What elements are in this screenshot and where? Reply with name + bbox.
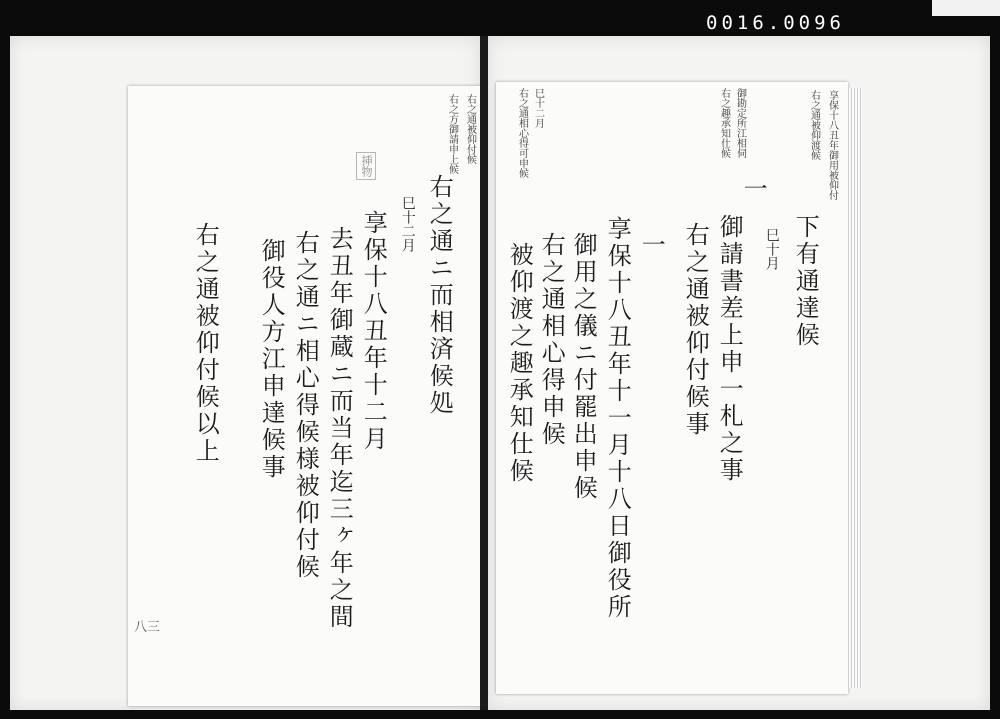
corner-label xyxy=(932,0,1000,16)
right-page xyxy=(488,36,990,710)
mark: 一 xyxy=(637,232,666,259)
note-column: 御勘定所江相伺 xyxy=(734,88,746,158)
text-column: 右之通相心得申候 xyxy=(537,232,566,448)
note-column: 享保十八丑年御用被仰付 xyxy=(826,90,838,200)
seal-stamp: 挿物 xyxy=(356,152,376,180)
note-column: 右之趣承知仕候 xyxy=(718,88,730,158)
text-column: 右之通被仰付候以上 xyxy=(191,222,220,465)
text-column: 享保十八丑年十二月 xyxy=(359,210,388,453)
text-column: 被仰渡之趣承知仕候 xyxy=(505,242,534,485)
text-column: 御用之儀ニ付罷出申候 xyxy=(569,232,598,502)
text-column: 右之通ニ相心得候様被仰付候 xyxy=(291,230,320,581)
note-column: 右之通被仰渡候 xyxy=(808,90,820,160)
note-column: 右之方御請申上候 xyxy=(446,94,458,174)
folio-number: 八三 xyxy=(134,620,161,635)
text-column: 御役人方江申達候事 xyxy=(257,238,286,481)
note-column: 右之通相心得可申候 xyxy=(516,88,528,178)
mark: 一 xyxy=(739,176,768,203)
left-page xyxy=(10,36,480,710)
note-column: 右之通被仰付候 xyxy=(464,94,476,164)
book-gutter xyxy=(480,36,488,710)
text-column: 享保十八丑年十一月十八日御役所 xyxy=(603,216,632,621)
heading-column: 下有通達候 xyxy=(791,214,820,349)
text-column: 右之通ニ而相済候処 xyxy=(425,174,454,417)
left-sheet xyxy=(128,86,480,706)
text-column: 去丑年御蔵ニ而当年迄三ヶ年之間 xyxy=(325,226,354,631)
page-edge-stack xyxy=(848,88,862,688)
date-column: 巳十二月 xyxy=(399,196,416,252)
date-column: 巳十月 xyxy=(763,228,780,270)
note-column: 巳十二月 xyxy=(532,88,544,128)
right-sheet xyxy=(496,82,848,694)
frame-number: 0016.0096 xyxy=(706,12,845,34)
text-column: 御請書差上申一札之事 xyxy=(715,214,744,484)
text-column: 右之通被仰付候事 xyxy=(681,222,710,438)
